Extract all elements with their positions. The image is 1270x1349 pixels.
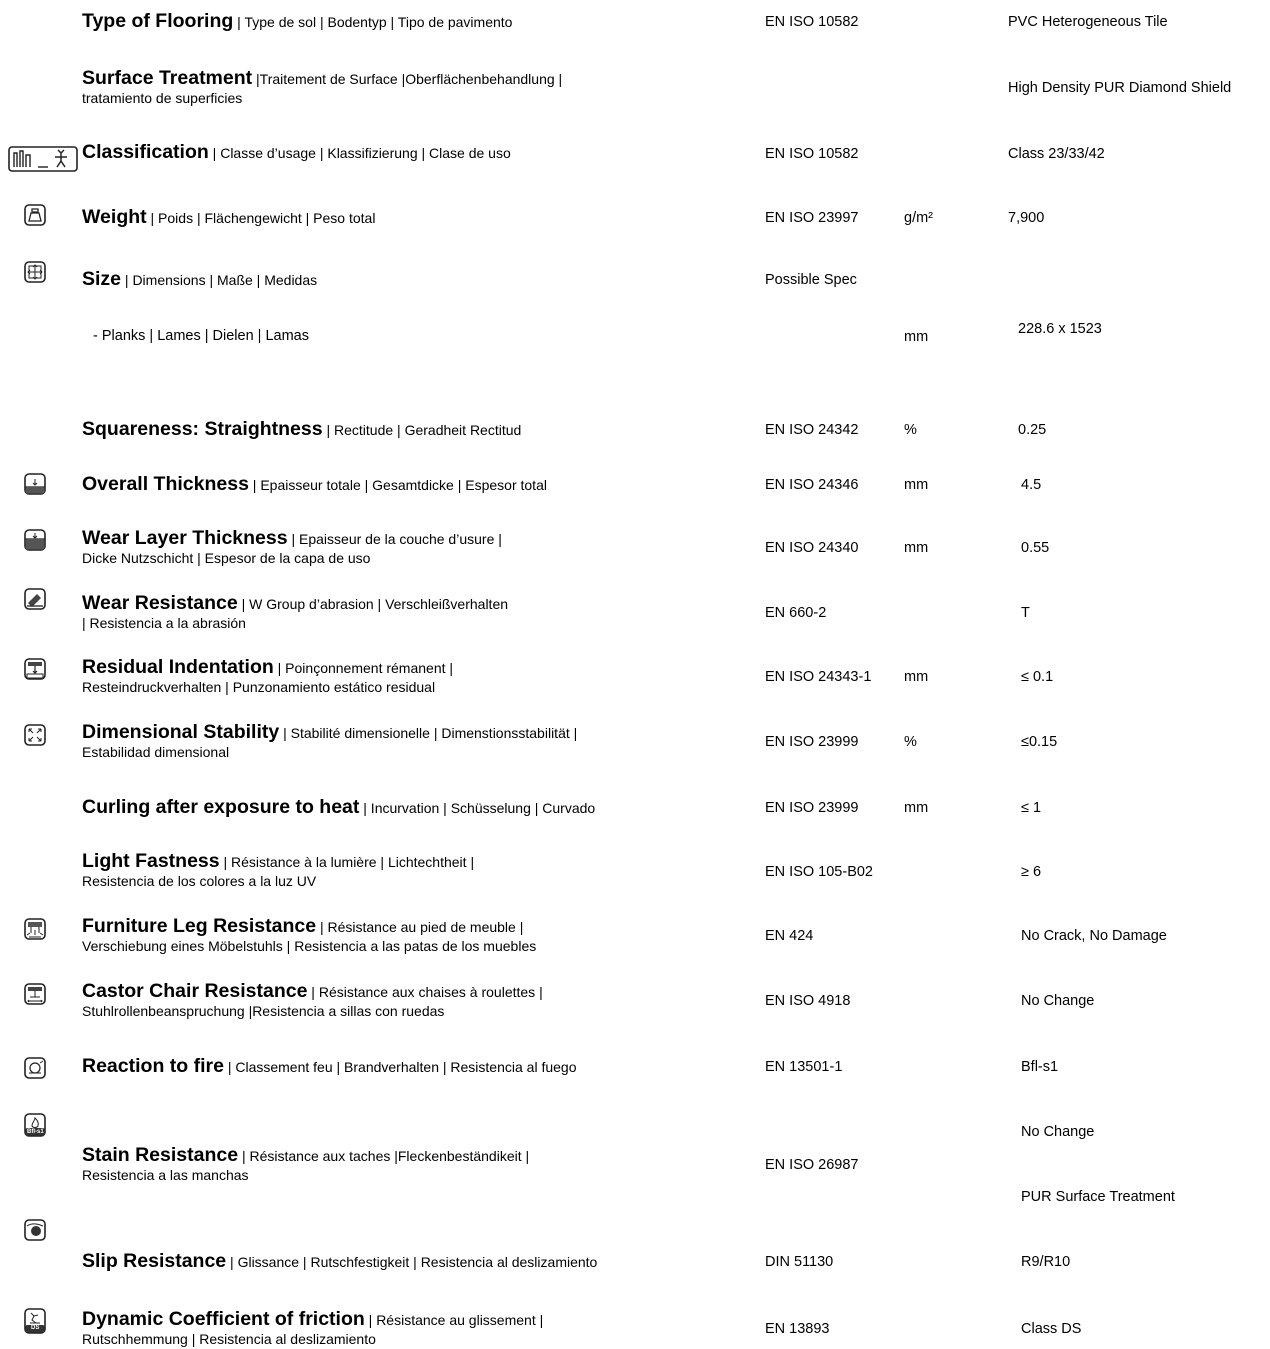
value-cell: No Change [1021,1124,1095,1140]
property-translations-line2: tratamiento de superficies [82,90,243,107]
wear-resistance-icon [24,588,46,610]
property-cell [82,796,752,818]
property-translations-line2: | Resistencia a la abrasión [82,615,246,632]
value-cell: No Crack, No Damage [1021,928,1167,944]
standard-cell: EN ISO 10582 [765,146,859,162]
property-title: Slip Resistance [82,1250,227,1272]
property-translations: | Dimensions | Maße | Medidas [121,272,318,288]
dimensional-stability-icon [24,724,46,746]
property-translations: | Résistance à la lumière | Lichtechtheit | [219,854,475,870]
value-cell: T [1021,605,1030,621]
fire-class-badge-label: Bfl-s1 [27,1129,44,1135]
property-translations: | Résistance au pied de meuble | [316,919,524,935]
property-translations: | Poinçonnement rémanent | [273,660,454,676]
property-cell [82,67,752,107]
property-translations: | Glissance | Rutschfestigkeit | Resistencia al deslizamiento [226,1254,598,1270]
standard-cell: EN ISO 24343-1 [765,669,872,685]
property-translations: | Classement feu | Brandverhalten | Resistencia al fuego [223,1059,577,1075]
value-cell: Class 23/33/42 [1008,146,1105,162]
property-cell [82,527,752,567]
unit-cell: % [904,422,917,438]
property-translations: | Epaisseur totale | Gesamtdicke | Espesor total [248,477,547,493]
property-translations: | Classe d’usage | Klassifizierung | Clase de uso [208,145,511,161]
property-title: Classification [82,141,209,163]
property-translations-line2: Resistencia a las manchas [82,1167,249,1184]
unit-cell: mm [904,800,929,816]
property-title: Light Fastness [82,850,220,872]
property-translations: | W Group d’abrasion | Verschleißverhalten [237,596,509,612]
standard-cell: Possible Spec [765,272,857,288]
property-translations: | Rectitude | Geradheit Rectitud [322,422,522,438]
property-title: Reaction to fire [82,1055,224,1077]
property-cell [82,1308,752,1348]
unit-cell: mm [904,540,929,556]
property-title: Surface Treatment [82,67,253,89]
value-cell-secondary: PUR Surface Treatment [1021,1189,1175,1205]
value-cell: ≤ 1 [1021,800,1042,816]
property-translations: | Résistance aux chaises à roulettes | [307,984,543,1000]
property-title: Overall Thickness [82,473,249,495]
property-cell [82,268,752,290]
value-cell: 228.6 x 1523 [1018,321,1102,337]
value-cell: 7,900 [1008,210,1045,226]
property-translations-line2: Dicke Nutzschicht | Espesor de la capa de uso [82,550,371,567]
value-cell: 4.5 [1021,477,1042,493]
value-cell: ≤0.15 [1021,734,1058,750]
standard-cell: EN ISO 26987 [765,1157,859,1173]
property-translations: |Traitement de Surface |Oberflächenbehandlung | [252,71,563,87]
property-cell [82,980,752,1020]
castor-chair-icon [24,983,46,1005]
property-title: Dynamic Coefficient of friction [82,1308,365,1330]
value-cell: R9/R10 [1021,1254,1071,1270]
property-translations-line2: Resistencia de los colores a la luz UV [82,873,317,890]
standard-cell: EN ISO 23999 [765,734,859,750]
property-title: Furniture Leg Resistance [82,915,317,937]
standard-cell: EN ISO 10582 [765,14,859,30]
property-translations: | Poids | Flächengewicht | Peso total [146,210,376,226]
standard-cell: EN ISO 23997 [765,210,859,226]
property-cell [82,473,752,495]
property-translations: | Incurvation | Schüsselung | Curvado [359,800,596,816]
property-cell [82,721,752,761]
slip-resistance-icon [24,1219,46,1241]
property-translations-line2: Estabilidad dimensional [82,744,230,761]
property-title: Wear Resistance [82,592,238,614]
indentation-icon [24,658,46,680]
property-translations-line2: Rutschhemmung | Resistencia al deslizamiento [82,1331,376,1348]
property-cell [82,1144,752,1184]
standard-cell: EN 13893 [765,1321,830,1337]
property-cell [82,141,752,163]
wear-layer-icon [24,529,46,551]
property-cell [82,915,752,955]
value-cell: 0.55 [1021,540,1050,556]
standard-cell: EN ISO 105-B02 [765,864,873,880]
property-title: Stain Resistance [82,1144,239,1166]
classification-icon [8,141,78,173]
standard-cell: DIN 51130 [765,1254,834,1270]
standard-cell: EN 660-2 [765,605,827,621]
property-translations: | Stabilité dimensionelle | Dimenstionsstabilität | [279,725,578,741]
property-cell [82,850,752,890]
value-cell: ≥ 6 [1021,864,1042,880]
property-cell [82,206,752,228]
standard-cell: EN ISO 24346 [765,477,859,493]
standard-cell: EN 424 [765,928,814,944]
value-cell: Class DS [1021,1321,1082,1337]
fire-reaction-icon [24,1057,46,1079]
property-title: Type of Flooring [82,10,234,32]
weight-icon [24,204,46,226]
thickness-icon [24,473,46,495]
property-translations: | Epaisseur de la couche d’usure | [287,531,502,547]
standard-cell: EN ISO 4918 [765,993,851,1009]
value-cell: PVC Heterogeneous Tile [1008,14,1168,30]
standard-cell: EN ISO 24342 [765,422,859,438]
standard-cell: EN ISO 23999 [765,800,859,816]
size-icon [24,261,46,283]
unit-cell: % [904,734,917,750]
value-cell: No Change [1021,993,1095,1009]
property-cell [82,592,752,632]
property-title: Wear Layer Thickness [82,527,288,549]
value-cell: High Density PUR Diamond Shield [1008,80,1232,96]
property-cell [82,1055,752,1077]
property-title: Squareness: Straightness [82,418,323,440]
value-cell: Bfl-s1 [1021,1059,1059,1075]
property-cell [82,418,752,440]
property-title: Dimensional Stability [82,721,280,743]
unit-cell: g/m² [904,210,933,226]
property-title: Residual Indentation [82,656,274,678]
standard-cell: EN ISO 24340 [765,540,859,556]
standard-cell: EN 13501-1 [765,1059,843,1075]
property-cell [82,10,752,32]
property-translations-line2: Resteindruckverhalten | Punzonamiento estático residual [82,679,436,696]
property-translations: | Résistance aux taches |Fleckenbeständikeit | [238,1148,530,1164]
property-translations: | Résistance au glissement | [364,1312,544,1328]
property-translations: | Type de sol | Bodentyp | Tipo de pavimento [233,14,513,30]
furniture-leg-icon [24,918,46,940]
property-cell [82,1250,752,1272]
property-title: Castor Chair Resistance [82,980,308,1002]
unit-cell: mm [904,669,929,685]
property-cell [82,656,752,696]
property-title: Size [82,268,122,290]
unit-cell: mm [904,329,929,345]
unit-cell: mm [904,477,929,493]
property-title: Curling after exposure to heat [82,796,360,818]
value-cell: ≤ 0.1 [1021,669,1054,685]
friction-badge-label: DS [31,1325,40,1331]
property-title: Weight [82,206,147,228]
value-cell: 0.25 [1018,422,1047,438]
property-translations-line2: Verschiebung eines Möbelstuhls | Resistencia a las patas de los muebles [82,938,537,955]
sub-property-label: - Planks | Lames | Dielen | Lamas [93,328,309,344]
property-translations-line2: Stuhlrollenbeanspruchung |Resistencia a sillas con ruedas [82,1003,445,1020]
